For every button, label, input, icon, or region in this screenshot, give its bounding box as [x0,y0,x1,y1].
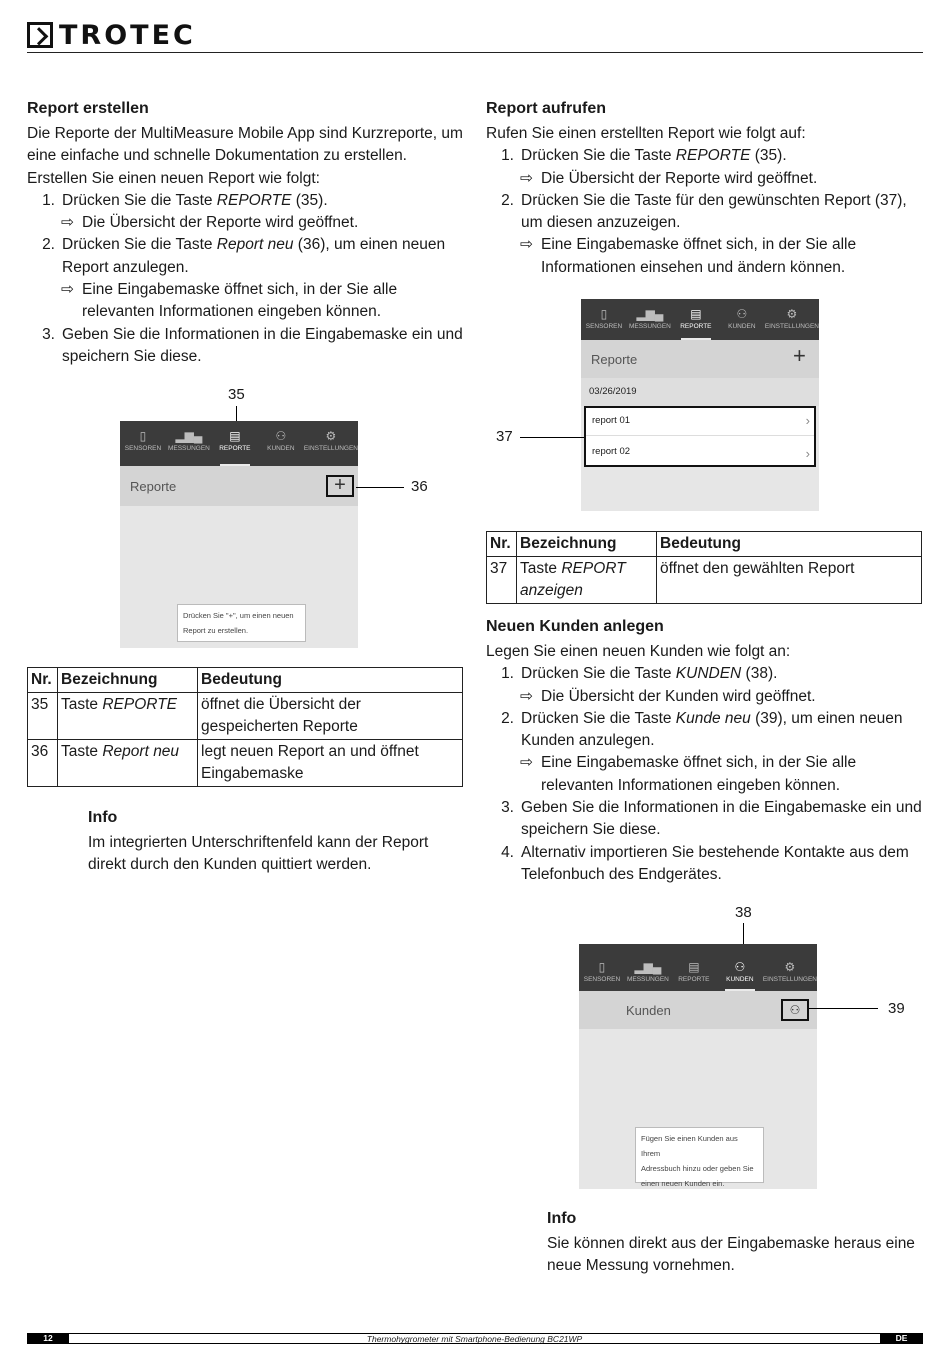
screen-title: Reporte [130,478,177,494]
people-icon: ⚇ [734,960,746,974]
gear-icon: ⚙ [784,960,796,974]
date-group-header: 03/26/2019 [581,378,819,406]
result-1: ⇨ Die Übersicht der Reporte wird geöffnet. [27,212,467,234]
arrow-right-icon: ⇨ [520,169,533,187]
tab-einstellungen[interactable]: ⚙ EINSTELLUNGEN [764,307,819,330]
screenshot-reporte-new [120,421,358,648]
app-tabbar [579,944,817,991]
right-column: Report aufrufen Rufen Sie einen erstellten Report wie folgt auf: 1. Drücken Sie die Taste REPORTE (35). ⇨ Die Übersicht der Reporte wird geöffnet. 2. Drücken Sie die Taste für den gewünschten Report (37), um diesen anzuzeigen. ⇨ Eine Eingabemaske öffnet sich, in der Sie alle Informationen einsehen und ändern können. [486,98,926,279]
tab-reporte[interactable]: ▤ REPORTE [673,299,719,340]
intro-line: Erstellen Sie einen neuen Report wie folgt: [27,169,320,187]
result-2: ⇨ Eine Eingabemaske öffnet sich, in der Sie alle Informationen einsehen und ändern können. [486,234,926,279]
intro-line: Die Reporte der MultiMeasure Mobile App sind Kurzreporte, um [27,125,463,142]
result-2: ⇨ Eine Eingabemaske öffnet sich, in der Sie alle relevanten Informationen eingeben können. [27,279,467,324]
gear-icon: ⚙ [786,307,798,321]
callout-39-line [809,1008,878,1009]
empty-hint: Drücken Sie "+", um einen neuen Report zu erstellen. [177,604,306,642]
arrow-right-icon: ⇨ [520,687,533,705]
list-item-report-01[interactable]: report 01 › [586,408,814,436]
info-box-left: Info Im integrierten Unterschriftenfeld kann der Report direkt durch den Kunden quittiert werden. [88,807,458,877]
tab-sensoren[interactable]: ▯ SENSOREN [579,944,625,991]
add-report-button[interactable]: + [326,475,354,497]
info-title: Info [547,1210,577,1227]
left-column [27,98,467,368]
page-number: 12 [27,1333,69,1344]
intro-line: eine einfache und schnelle Dokumentation zu erstellen. [27,147,407,165]
footer-title: Thermohygrometer mit Smartphone-Bedienung BC21WP [69,1333,880,1344]
step-2: 2. Drücken Sie die Taste Report neu (36), um einen neuen Report anzulegen. [42,236,446,276]
table-row: 37 Taste REPORT anzeigen öffnet den gewählten Report [487,557,922,604]
sensor-icon: ▯ [139,429,147,443]
tab-messungen[interactable]: ▂▆▄ MESSUNGEN [627,299,673,340]
result-1: ⇨ Die Übersicht der Kunden wird geöffnet. [486,686,926,708]
app-header [581,340,819,378]
legend-table-1: Nr. Bezeichnung Bedeutung 35 Taste REPORTE öffnet die Übersicht der gespeicherten Reporte 36 Taste Report neu legt neuen Report an und öffnet Eingabemaske [27,667,463,787]
add-person-icon: ⚇ [789,1003,801,1017]
tab-einstellungen[interactable]: ⚙ EINSTELLUNGEN [303,429,358,452]
header-rule [27,52,923,53]
table-row: 35 Taste REPORTE öffnet die Übersicht der gespeicherten Reporte [28,693,463,740]
add-report-button[interactable]: + [793,343,806,368]
right-column-kunden: Neuen Kunden anlegen Legen Sie einen neuen Kunden wie folgt an: 1. Drücken Sie die Taste KUNDEN (38). ⇨ Die Übersicht der Kunden wird geöffnet. 2. Drücken Sie die Taste Kunde neu (39), um einen neuen Kunden anzulegen. ⇨ Eine Eingabemaske öffnet sich, in der Sie alle relevanten Informationen eingeben können. 3. Geben Sie die Informationen in die Eingabemaske ein und speichern Sie diese. 4. Alternativ importieren Sie bestehende Kontakte aus dem Telefonbuch des Endgerätes. [486,616,926,886]
report-icon: ▤ [229,429,241,443]
tab-sensoren[interactable]: ▯ SENSOREN [581,299,627,340]
report-icon: ▤ [690,307,702,321]
callout-37-line [520,437,584,438]
step-1: 1. Drücken Sie die Taste KUNDEN (38). [501,665,778,683]
step-2: 2. Drücken Sie die Taste Kunde neu (39), um einen neuen Kunden anzulegen. [501,709,903,750]
brand-name: TROTEC [59,19,196,51]
app-header [579,991,817,1029]
tab-kunden[interactable]: ⚇ KUNDEN [258,421,304,466]
tab-messungen[interactable]: ▂▆▄ MESSUNGEN [166,421,212,466]
app-tabbar [581,299,819,340]
gear-icon: ⚙ [325,429,337,443]
callout-38: 38 [735,904,752,921]
people-icon: ⚇ [275,429,287,443]
tab-reporte[interactable]: ▤ REPORTE [212,421,258,466]
callout-36: 36 [411,478,428,495]
legend-table-2: Nr. Bezeichnung Bedeutung 37 Taste REPORT anzeigen öffnet den gewählten Report [486,531,922,604]
step-3: 3. Geben Sie die Informationen in die Eingabemaske ein und speichern Sie diese. [42,325,463,365]
people-icon: ⚇ [736,307,748,321]
report-list [584,406,816,467]
section-title-report-aufrufen: Report aufrufen [486,100,606,117]
result-1: ⇨ Die Übersicht der Reporte wird geöffnet. [486,168,926,190]
chevron-right-icon: › [805,413,810,428]
app-header [120,466,358,506]
section-title-report-erstellen: Report erstellen [27,100,149,117]
language-badge: DE [880,1333,923,1344]
sensor-icon: ▯ [600,307,608,321]
step-1: 1. Drücken Sie die Taste REPORTE (35). [501,147,787,165]
arrow-right-icon: ⇨ [520,236,533,254]
list-item-report-02[interactable]: report 02 › [586,436,814,465]
bar-chart-icon: ▂▆▄ [634,960,662,974]
screenshot-reporte-list [581,299,819,511]
screen-title: Reporte [591,351,638,367]
screen-title: Kunden [626,1002,671,1018]
arrow-right-icon: ⇨ [61,214,74,232]
tab-messungen[interactable]: ▂▆▄ MESSUNGEN [625,944,671,991]
callout-35: 35 [228,386,245,403]
report-icon: ▤ [688,960,700,974]
section-title-neuen-kunden: Neuen Kunden anlegen [486,618,664,635]
step-3: 3. Geben Sie die Informationen in die Eingabemaske ein und speichern Sie diese. [501,799,922,839]
arrow-right-icon: ⇨ [520,754,533,772]
bar-chart-icon: ▂▆▄ [636,307,664,321]
tab-sensoren[interactable]: ▯ SENSOREN [120,421,166,466]
tab-kunden[interactable]: ⚇ KUNDEN [719,299,765,340]
logo-chevron-icon [27,22,53,48]
tab-reporte[interactable]: ▤ REPORTE [671,944,717,991]
sensor-icon: ▯ [598,960,606,974]
step-2: 2. Drücken Sie die Taste für den gewünschten Report (37), um diesen anzuzeigen. [501,191,907,232]
add-customer-button[interactable] [781,999,809,1021]
result-2: ⇨ Eine Eingabemaske öffnet sich, in der Sie alle relevanten Informationen eingeben können. [486,752,926,797]
step-1: 1. Drücken Sie die Taste REPORTE (35). [42,191,328,209]
step-4: 4. Alternativ importieren Sie bestehende Kontakte aus dem Telefonbuch des Endgerätes. [501,843,909,883]
empty-hint: Fügen Sie einen Kunden aus Ihrem Adressbuch hinzu oder geben Sie einen neuen Kunden ein. [635,1127,764,1183]
info-title: Info [88,809,118,826]
screenshot-kunden [579,944,817,1189]
arrow-right-icon: ⇨ [61,281,74,299]
info-box-right: Info Sie können direkt aus der Eingabemaske heraus eine neue Messung vornehmen. [547,1208,927,1278]
chevron-right-icon: › [805,446,810,461]
callout-37: 37 [496,428,513,445]
callout-36-line [356,487,404,488]
tab-einstellungen[interactable]: ⚙ EINSTELLUNGEN [762,960,817,983]
bar-chart-icon: ▂▆▄ [175,429,203,443]
tab-kunden[interactable]: ⚇ KUNDEN [717,944,763,991]
app-tabbar [120,421,358,466]
brand-logo [27,20,196,50]
table-row: 36 Taste Report neu legt neuen Report an und öffnet Eingabemaske [28,740,463,787]
callout-39: 39 [888,1000,905,1017]
